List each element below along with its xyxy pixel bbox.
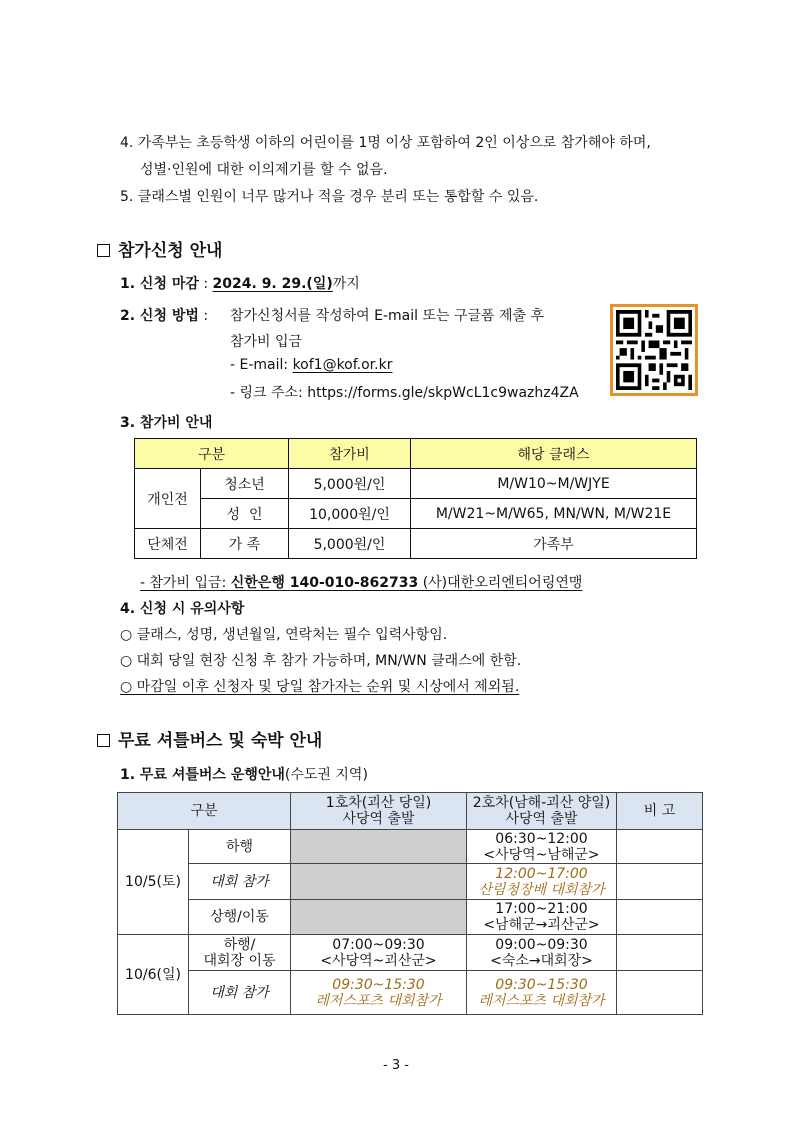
fee-table bbox=[134, 438, 697, 559]
table-row: 10/5(토) 하행 06:30~12:00 <사당역~남해군> bbox=[118, 830, 703, 864]
deadline-label: 1. 신청 마감 bbox=[120, 276, 199, 292]
page-number: - 3 - bbox=[383, 1058, 409, 1073]
checkbox-square-icon bbox=[97, 734, 110, 747]
caution-2: ○ 대회 당일 현장 신청 후 참가 가능하며, MN/WN 클래스에 한함. bbox=[120, 653, 522, 669]
table-row: 개인전 청소년 5,000원/인 M/W10~M/WJYE bbox=[135, 469, 697, 499]
table-row: 단체전 가 족 5,000원/인 가족부 bbox=[135, 529, 697, 559]
bus-table-header: 구분 1호차(괴산 당일) 사당역 출발 2호차(남해-괴산 양일) 사당역 출발 비 고 bbox=[118, 793, 703, 830]
caution-1: ○ 클래스, 성명, 생년월일, 연락처는 필수 입력사항임. bbox=[120, 627, 448, 643]
payment-info: - 참가비 입금: 신한은행 140-010-862733 (사)대한오리엔티어링연맹 bbox=[140, 575, 583, 591]
deadline-line: 1. 신청 마감 : 2024. 9. 29.(일)까지 bbox=[120, 276, 360, 292]
qr-code-icon bbox=[610, 304, 698, 396]
table-row: 상행/이동 17:00~21:00 <남해군→괴산군> bbox=[118, 900, 703, 935]
bus-table bbox=[117, 792, 703, 1015]
email-link[interactable]: kof1@kof.or.kr bbox=[292, 357, 393, 373]
deadline-date: 2024. 9. 29.(일) bbox=[212, 276, 333, 292]
table-row: 성 인 10,000원/인 M/W21~M/W65, MN/WN, M/W21E bbox=[135, 499, 697, 529]
caution-title: 4. 신청 시 유의사항 bbox=[120, 601, 245, 617]
section-title-shuttle: 무료 셔틀버스 및 숙박 안내 bbox=[97, 726, 322, 751]
method-label: 2. 신청 방법 : bbox=[120, 308, 209, 324]
method-line1: 참가신청서를 작성하여 E-mail 또는 구글폼 제출 후 bbox=[230, 308, 545, 324]
caution-3: ○ 마감일 이후 신청자 및 당일 참가자는 순위 및 시상에서 제외됨. bbox=[120, 679, 520, 695]
bank-account: 신한은행 140-010-862733 bbox=[230, 575, 419, 591]
form-link[interactable]: - 링크 주소: https://forms.gle/skpWcL1c9wazhz4ZA bbox=[230, 385, 579, 401]
note-5: 5. 클래스별 인원이 너무 많거나 적을 경우 분리 또는 통합할 수 있음. bbox=[120, 189, 539, 205]
section-title-registration: 참가신청 안내 bbox=[97, 236, 222, 261]
table-row: 10/6(일) 하행/ 대회장 이동 07:00~09:30 <사당역~괴산군> 09:00~09:30 <숙소→대회장> bbox=[118, 935, 703, 971]
note-4-cont: 성별·인원에 대한 이의제기를 할 수 없음. bbox=[140, 162, 388, 178]
table-row: 대회 참가 09:30~15:30 레저스포츠 대회참가 09:30~15:30 레저스포츠 대회참가 bbox=[118, 971, 703, 1015]
fee-table-header: 구분 참가비 해당 클래스 bbox=[135, 439, 697, 469]
note-4: 4. 가족부는 초등학생 이하의 어린이를 1명 이상 포함하여 2인 이상으로 참가해야 하며, bbox=[120, 135, 651, 151]
bus-title: 1. 무료 셔틀버스 운행안내(수도권 지역) bbox=[120, 767, 368, 783]
email-line: - E-mail: kof1@kof.or.kr bbox=[230, 357, 393, 373]
method-line2: 참가비 입금 bbox=[230, 334, 303, 350]
fee-title: 3. 참가비 안내 bbox=[120, 415, 213, 431]
table-row: 대회 참가 12:00~17:00 산림청장배 대회참가 bbox=[118, 864, 703, 900]
checkbox-square-icon bbox=[97, 244, 110, 257]
